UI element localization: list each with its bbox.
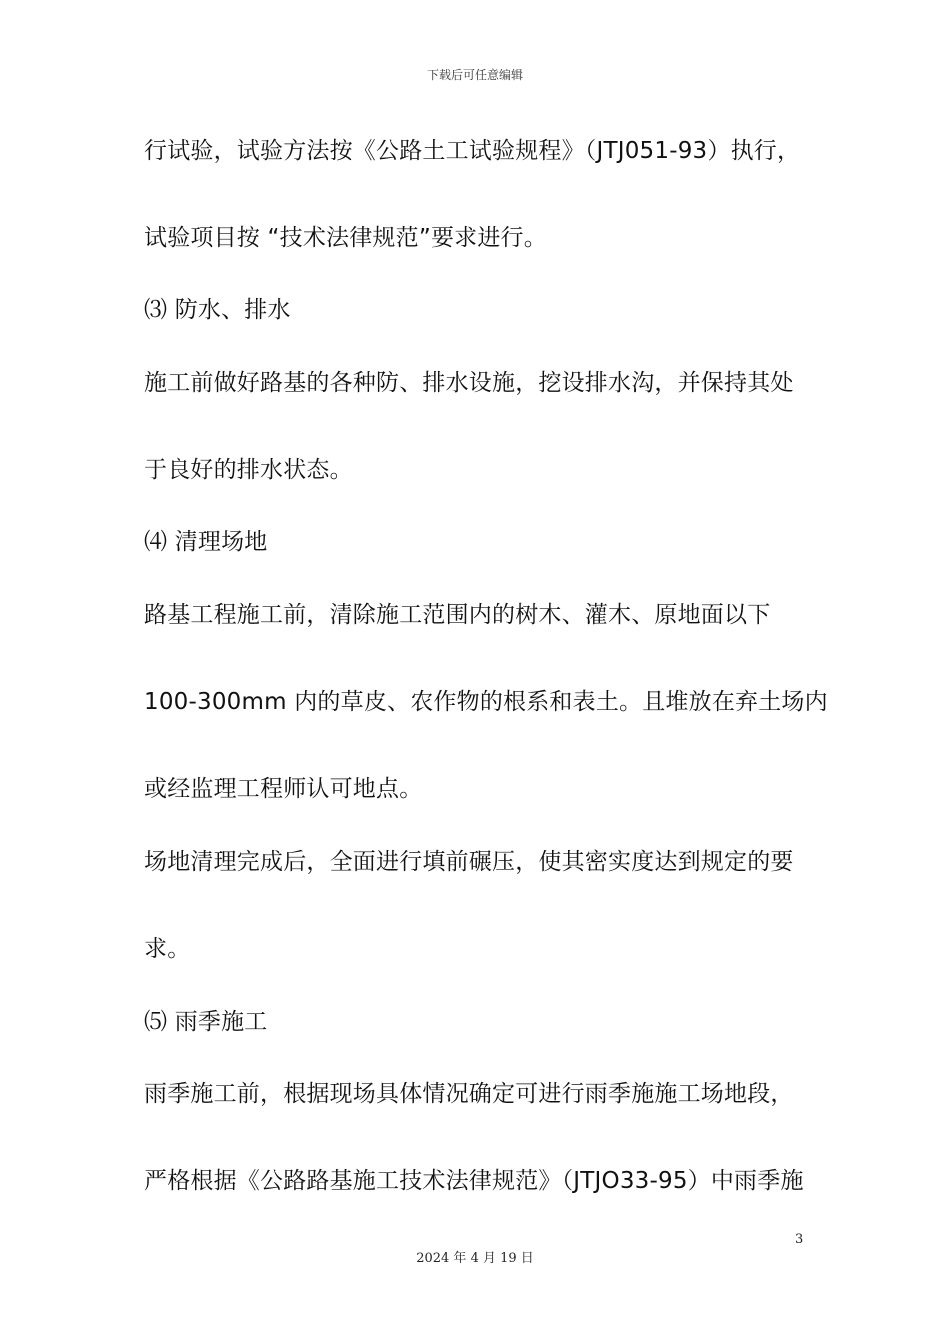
section-heading: ⑷ 清理场地	[144, 529, 268, 555]
body-line: 100-300mm 内的草皮、农作物的根系和表土。且堆放在弃土场内	[144, 689, 828, 715]
page-number: 3	[795, 1232, 804, 1247]
body-line: 或经监理工程师认可地点。	[144, 776, 423, 802]
body-line: 行试验，试验方法按《公路土工试验规程》（JTJ051-93）执行，	[144, 138, 801, 164]
body-line: 严格根据《公路路基施工技术法律规范》（JTJO33-95）中雨季施	[144, 1168, 804, 1194]
footer-date: 2024 年 4 月 19 日	[416, 1251, 534, 1266]
body-line: 路基工程施工前，清除施工范围内的树木、灌木、原地面以下	[144, 602, 771, 628]
section-heading: ⑸ 雨季施工	[144, 1009, 268, 1035]
body-line: 试验项目按 “技术法律规范”要求进行。	[144, 225, 547, 251]
body-line: 施工前做好路基的各种防、排水设施，挖设排水沟，并保持其处	[144, 370, 794, 396]
body-line: 场地清理完成后，全面进行填前碾压，使其密实度达到规定的要	[144, 849, 794, 875]
body-line: 于良好的排水状态。	[144, 457, 353, 483]
body-line: 求。	[144, 936, 191, 962]
section-heading: ⑶ 防水、排水	[144, 297, 291, 323]
page-header: 下载后可任意编辑	[426, 68, 523, 82]
body-line: 雨季施工前，根据现场具体情况确定可进行雨季施施工场地段，	[144, 1081, 794, 1107]
